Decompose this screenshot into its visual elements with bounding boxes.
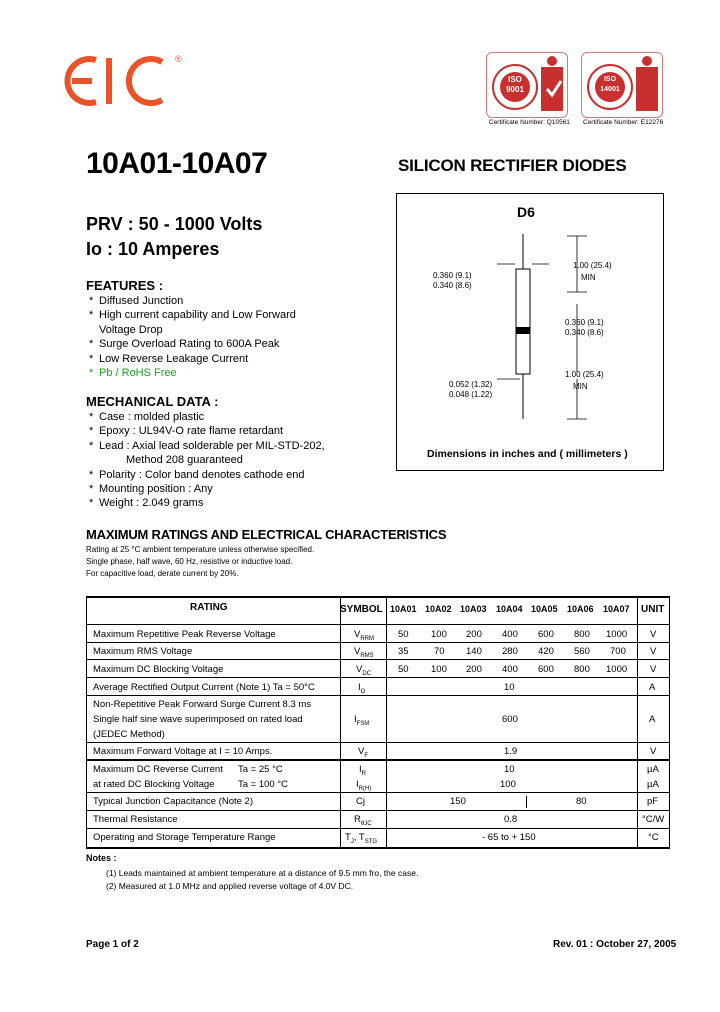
ratings-note: Rating at 25 °C ambient temperature unless otherwise specified. (86, 545, 315, 554)
header-symbol: SYMBOL (340, 604, 383, 615)
dim-lead-bottom-min: MIN (573, 382, 588, 391)
io-spec: Io : 10 Amperes (86, 239, 220, 259)
dim-body-width-max: 0.360 (9.1) (433, 271, 472, 280)
cell-value: 80 (576, 796, 587, 807)
row-symbol: $V_{RRM}$ (354, 629, 375, 642)
cell-value: 400 (502, 629, 518, 640)
header-unit: UNIT (641, 604, 665, 615)
feature-item: * Surge Overload Rating to 600A Peak (89, 338, 280, 351)
ratings-note: For capacitive load, derate current by 20%. (86, 569, 239, 578)
cell-value: 10 (504, 682, 515, 693)
mechanical-item: * Mounting position : Any (89, 483, 213, 496)
cell-unit: pF (647, 796, 659, 807)
iso-14001-label: ISO 14001 (600, 76, 620, 93)
iso-9001-label: ISO 9001 (506, 75, 524, 94)
notes-heading: Notes : (86, 853, 117, 863)
row-symbol: $T_J$, $T_{STG}$ (345, 832, 378, 845)
cell-value: 35 (398, 646, 409, 657)
cell-unit: V (650, 664, 657, 675)
device-type-title: SILICON RECTIFIER DIODES (398, 156, 627, 175)
cell-value: 800 (574, 629, 590, 640)
cell-unit: V (650, 746, 657, 757)
cell-unit: µA (647, 764, 659, 775)
cell-value: 0.8 (504, 814, 518, 825)
eic-logo-graphic (62, 52, 187, 112)
iso-14001-badge (581, 52, 663, 118)
row-label: Typical Junction Capacitance (Note 2) (93, 796, 253, 807)
dim-body-length-min: 0.340 (8.6) (565, 328, 604, 337)
cell-value: 50 (398, 629, 409, 640)
cell-value: 420 (538, 646, 554, 657)
row-label: Operating and Storage Temperature Range (93, 832, 276, 843)
cell-unit: V (650, 629, 657, 640)
row-label: Maximum RMS Voltage (93, 646, 193, 657)
row-label: Maximum DC Blocking Voltage (93, 664, 224, 675)
ratings-note: Single phase, half wave, 60 Hz, resistive or inductive load. (86, 557, 293, 566)
row-symbol: $R_{\theta JC}$ (354, 814, 372, 827)
dim-body-length-max: 0.360 (9.1) (565, 318, 604, 327)
cell-unit: °C (648, 832, 659, 843)
eic-logo (62, 52, 187, 117)
cell-value: 400 (502, 664, 518, 675)
row-condition: Ta = 25 °C (238, 764, 283, 775)
cell-unit: °C/W (642, 814, 665, 825)
cell-value: 100 (500, 779, 516, 790)
row-label: Single half sine wave superimposed on rated load (93, 714, 303, 725)
registered-mark: ® (175, 54, 182, 64)
row-label: Maximum Repetitive Peak Reverse Voltage (93, 629, 276, 640)
row-label: Non-Repetitive Peak Forward Surge Current 8.3 ms (93, 699, 312, 710)
mechanical-item: * Polarity : Color band denotes cathode end (89, 468, 305, 481)
dim-lead-dia-max: 0.052 (1.32) (449, 380, 493, 389)
row-symbol: $V_{DC}$ (356, 664, 372, 677)
row-label: Thermal Resistance (93, 814, 178, 825)
revision-date: Rev. 01 : October 27, 2005 (553, 939, 677, 950)
mechanical-item: * Case : molded plastic (89, 411, 205, 423)
cell-value: 600 (502, 714, 518, 725)
iso-9001-badge (486, 52, 568, 118)
package-name: D6 (517, 204, 535, 220)
cell-unit: A (649, 714, 656, 725)
header-part: 10A02 (425, 604, 452, 614)
mechanical-item: * Epoxy : UL94V-O rate flame retardant (89, 425, 284, 438)
cell-value: 600 (538, 664, 554, 675)
feature-item: Voltage Drop (99, 323, 163, 336)
cell-value: 100 (431, 664, 447, 675)
ratings-title: MAXIMUM RATINGS AND ELECTRICAL CHARACTERISTICS (86, 527, 447, 542)
dim-lead-bottom: 1.00 (25.4) (565, 370, 604, 379)
cell-value: 700 (610, 646, 626, 657)
cell-value: 560 (574, 646, 590, 657)
row-symbol: $V_{RMS}$ (354, 646, 374, 659)
cell-value: 50 (398, 664, 409, 675)
row-symbol: $I_{FSM}$ (354, 714, 370, 727)
feature-item-rohs: * Pb / RoHS Free (89, 367, 177, 380)
feature-item: * Diffused Junction (89, 295, 184, 307)
cell-value: 150 (450, 796, 466, 807)
row-symbol: $I_O$ (358, 682, 366, 695)
dim-lead-dia-min: 0.048 (1.22) (449, 390, 493, 399)
row-label: at rated DC Blocking Voltage (93, 779, 215, 790)
features-list (86, 294, 386, 380)
features-heading: FEATURES : (86, 278, 164, 293)
row-symbol: $I_R$ (359, 764, 366, 777)
cell-value: 100 (431, 629, 447, 640)
header-part: 10A05 (531, 604, 558, 614)
dim-lead-top-min: MIN (581, 273, 596, 282)
header-part: 10A03 (460, 604, 487, 614)
cell-value: 800 (574, 664, 590, 675)
row-symbol: Cj (356, 796, 365, 807)
mechanical-list (86, 410, 386, 511)
cell-value: 1000 (606, 664, 628, 675)
header-part: 10A01 (390, 604, 417, 614)
feature-item: * High current capability and Low Forward (89, 309, 296, 322)
cert-number-14001: Certificate Number: E12276 (583, 119, 664, 126)
cell-unit: µA (647, 779, 659, 790)
cell-value: 1.9 (504, 746, 518, 757)
header-part: 10A06 (567, 604, 594, 614)
cell-value: 10 (504, 764, 515, 775)
header-part: 10A04 (496, 604, 523, 614)
note-item: (1) Leads maintained at ambient temperature at a distance of 9.5 mm fro, the case. (106, 868, 419, 878)
row-label: (JEDEC Method) (93, 729, 165, 740)
cell-value: 200 (466, 664, 482, 675)
header-part: 10A07 (603, 604, 630, 614)
cell-unit: V (650, 646, 657, 657)
cell-value: 1000 (606, 629, 628, 640)
cell-unit: A (649, 682, 656, 693)
cell-value: 70 (434, 646, 445, 657)
part-number-title: 10A01-10A07 (86, 147, 268, 180)
diagram-caption: Dimensions in inches and ( millimeters ) (427, 448, 628, 460)
mechanical-item: * Weight : 2.049 grams (89, 497, 204, 510)
note-item: (2) Measured at 1.0 MHz and applied reverse voltage of 4.0V DC. (106, 881, 354, 891)
dim-body-width-min: 0.340 (8.6) (433, 281, 472, 290)
cell-value: 600 (538, 629, 554, 640)
cert-number-9001: Certificate Number: Q10561 (489, 119, 570, 126)
mechanical-item: Method 208 guaranteed (126, 454, 243, 467)
row-label: Maximum DC Reverse Current (93, 764, 223, 775)
dim-lead-top: 1.00 (25.4) (573, 261, 612, 270)
row-symbol: $V_F$ (358, 746, 369, 759)
row-label: Average Rectified Output Current (Note 1) Ta = 50°C (93, 682, 315, 693)
feature-item: * Low Reverse Leakage Current (89, 352, 249, 365)
cell-value: - 65 to + 150 (482, 832, 536, 843)
row-condition: Ta = 100 °C (238, 779, 289, 790)
mechanical-heading: MECHANICAL DATA : (86, 394, 219, 409)
package-diagram (396, 193, 664, 471)
cell-value: 200 (466, 629, 482, 640)
page-number: Page 1 of 2 (86, 939, 139, 950)
diode-outline-drawing (397, 194, 663, 470)
cell-value: 140 (466, 646, 482, 657)
cell-value: 280 (502, 646, 518, 657)
header-rating: RATING (190, 602, 228, 613)
row-symbol: $I_{R(H)}$ (356, 779, 372, 792)
row-label: Maximum Forward Voltage at I = 10 Amps. (93, 746, 273, 757)
prv-spec: PRV : 50 - 1000 Volts (86, 214, 263, 234)
mechanical-item: * Lead : Axial lead solderable per MIL-STD-202, (89, 439, 325, 452)
ratings-table (86, 596, 670, 848)
